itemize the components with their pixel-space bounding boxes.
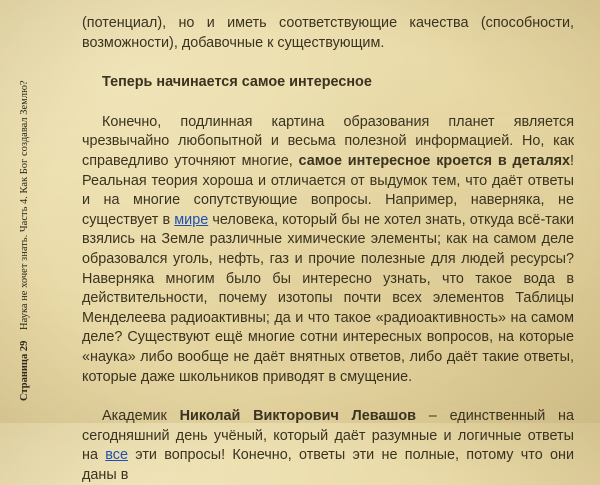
- section-heading: Теперь начинается самое интересное: [102, 74, 372, 91]
- running-title: Наука не хочет знать. Часть 4. Как Бог создавал Землю?: [19, 80, 30, 331]
- link-all[interactable]: все: [105, 447, 128, 464]
- spacer: [82, 93, 574, 113]
- paragraph-academic: [82, 407, 574, 485]
- paragraph-details: [82, 113, 574, 387]
- text-run: ! Реальная теория хороша и отличается от выдумок тем, что даёт ответы и на многие сопутствующие вопросы. Например, наверняка, не существует в: [82, 152, 574, 228]
- text-run: человека, который бы не хотел знать, откуда всё-таки взялись на Земле различные химические элементы; как на самом деле образовался уголь, нефть, газ и прочие полезные для людей ресурсы? Наверняка многим было бы интересно узнать, что такое вода в действительности, почему изотопы почти всех элементов Таблицы Менделеева радиоактивны; да и что такое «радиоактивность» на самом деле? Существуют ещё многие сотни интересных вопросов, на которые «наука» либо вообще не даёт внятных ответов, либо даёт такие ответы, которые даже школьников приводят в смущение.: [82, 211, 574, 385]
- page-number: Страница 29: [19, 340, 30, 401]
- paragraph-continuation: (потенциал), но и иметь соответствующие качества (способности, возможности), добавочные к существующим.: [82, 15, 574, 51]
- page-margin: [0, 0, 34, 423]
- article-body: [82, 14, 574, 485]
- text-run: Конечно, подлинная картина образования планет является чрезвычайно любопытной и весьма полезной информацией. Но, как справедливо уточняют многие,: [82, 113, 574, 169]
- spacer: [82, 387, 574, 407]
- running-header: [19, 80, 30, 401]
- emphasis-text: самое интересное кроется в деталях: [298, 152, 570, 169]
- text-run: Академик: [102, 408, 180, 425]
- text-run: – единственный на сегодняшний день учёный, который даёт разумные и логичные ответы на: [82, 408, 574, 464]
- link-world[interactable]: мире: [174, 211, 209, 228]
- text-run: эти вопросы! Конечно, ответы эти не полные, потому что они даны в: [82, 447, 575, 483]
- person-name: Николай Викторович Левашов: [179, 408, 417, 425]
- spacer: [82, 53, 574, 73]
